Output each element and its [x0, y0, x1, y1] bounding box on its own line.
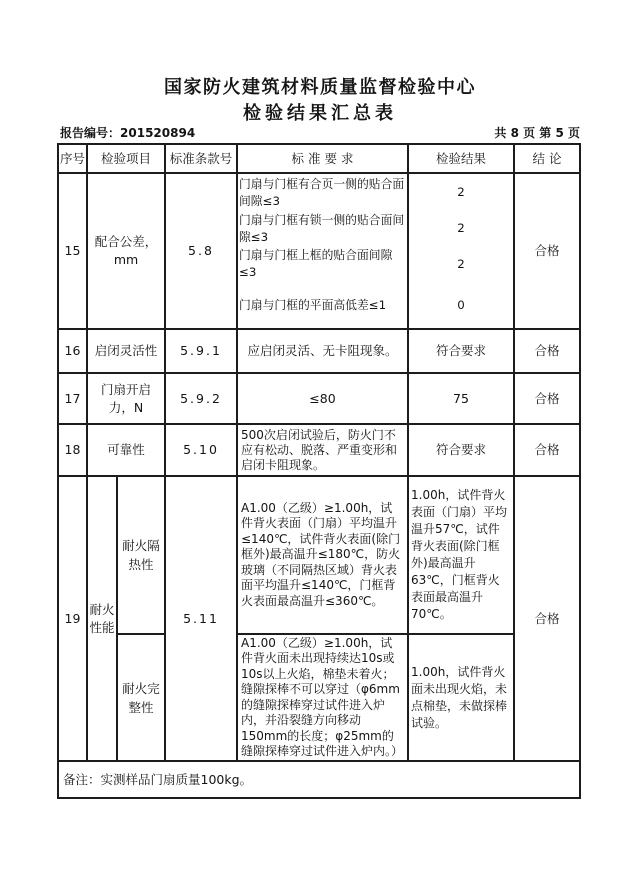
row-15-result-3: 2 [457, 256, 465, 271]
doc-title: 检验结果汇总表 [243, 103, 397, 124]
org-title: 国家防火建筑材料质量监督检验中心 [164, 77, 476, 98]
row-17-requirement: ≤80 [238, 374, 409, 425]
row-18-requirement: 500次启闭试验后，防火门不应有松动、脱落、严重变形和启闭卡阻现象。 [238, 425, 409, 477]
row-19-no: 19 [59, 477, 88, 762]
row-17-item: 门扇开启力，N [88, 374, 166, 425]
col-header-item: 检验项目 [88, 145, 166, 174]
row-18-result: 符合要求 [409, 425, 515, 477]
row-17-conclusion: 合格 [515, 374, 581, 425]
row-15-requirement-4: 门扇与门框的平面高低差≤1 [239, 297, 387, 312]
row-15-result-2: 2 [457, 221, 465, 235]
row-19-integrity-requirement: A1.00（乙级）≥1.00h，试件背火面未出现持续达10s或10s以上火焰，棉垫未着火；缝隙探棒不可以穿过（φ6mm的缝隙探棒穿过试件进入炉内，并沿裂缝方向移动150mm的长度；φ25mm的缝隙探棒穿过试件进入炉内。） [238, 635, 409, 762]
col-header-clause: 标准条款号 [166, 145, 238, 174]
row-15-requirements [238, 174, 409, 330]
row-19-clause: 5.11 [166, 477, 238, 762]
notes-label: 备注： [63, 771, 101, 787]
col-header-result: 检验结果 [409, 145, 515, 174]
row-15-result-1: 2 [457, 185, 465, 199]
row-16-item: 启闭灵活性 [88, 330, 166, 374]
notes-row [59, 762, 581, 799]
row-15-no: 15 [59, 174, 88, 330]
row-19-item: 耐火性能 [88, 477, 118, 762]
notes-text: 实测样品门扇质量100kg。 [100, 771, 253, 787]
report-number-label: 报告编号： [60, 126, 121, 140]
row-17-no: 17 [59, 374, 88, 425]
row-15-requirement-2: 门扇与门框有锁一侧的贴合面间隙≤3 [239, 212, 405, 244]
row-15-results [409, 174, 515, 330]
row-16-requirement: 应启闭灵活、无卡阻现象。 [238, 330, 409, 374]
row-19-insulation-result: 1.00h，试件背火表面（门扇）平均温升57℃，试件背火表面(除门框外)最高温升63℃，门框背火表面最高温升70℃。 [409, 477, 515, 635]
row-15-requirement-1: 门扇与门框有合页一侧的贴合面间隙≤3 [239, 176, 405, 208]
row-16-conclusion: 合格 [515, 330, 581, 374]
row-15-result-4: 0 [457, 297, 465, 312]
row-15-item: 配合公差，mm [88, 174, 166, 330]
row-17-clause: 5.9.2 [166, 374, 238, 425]
row-16-no: 16 [59, 330, 88, 374]
col-header-no: 序号 [59, 145, 88, 174]
col-header-conclusion: 结 论 [515, 145, 581, 174]
row-15-requirement-3: 门扇与门框上框的贴合面间隙≤3 [239, 248, 393, 279]
row-19-integrity-result: 1.00h，试件背火面未出现火焰，未点棉垫，未做探棒试验。 [409, 635, 515, 762]
row-18-no: 18 [59, 425, 88, 477]
row-16-result: 符合要求 [409, 330, 515, 374]
report-number-value: 201520894 [120, 126, 196, 140]
row-18-conclusion: 合格 [515, 425, 581, 477]
row-17-result: 75 [409, 374, 515, 425]
row-18-item: 可靠性 [88, 425, 166, 477]
row-19-subitem-insulation: 耐火隔热性 [118, 477, 166, 635]
row-15-clause: 5.8 [166, 174, 238, 330]
report-number [60, 125, 195, 141]
results-summary-table [57, 143, 581, 799]
row-19-insulation-requirement: A1.00（乙级）≥1.00h，试件背火表面（门扇）平均温升≤140℃，试件背火表面(除门框外)最高温升≤180℃，防火玻璃（不同隔热区域）背火表面平均温升≤140℃，门框背火表面最高温升≤360℃。 [238, 477, 409, 635]
row-18-clause: 5.10 [166, 425, 238, 477]
row-19-conclusion: 合格 [515, 477, 581, 762]
page-info: 共 8 页 第 5 页 [494, 126, 580, 140]
row-15-conclusion: 合格 [515, 174, 581, 330]
row-16-clause: 5.9.1 [166, 330, 238, 374]
row-19-subitem-integrity: 耐火完整性 [118, 635, 166, 762]
col-header-requirement: 标 准 要 求 [238, 145, 409, 174]
